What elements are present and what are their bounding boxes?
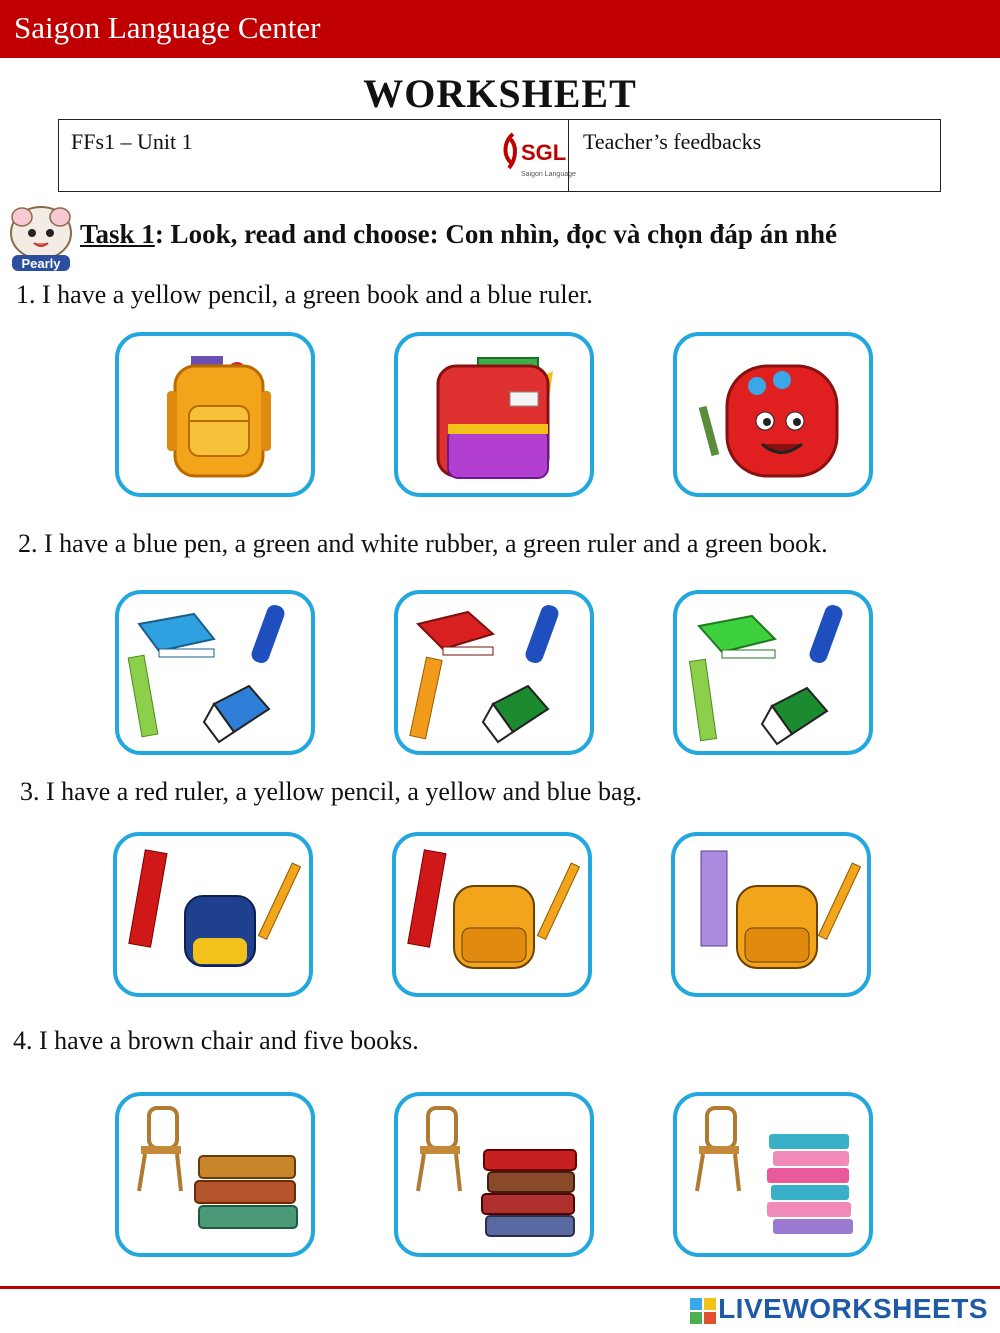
- table-divider: [568, 120, 569, 191]
- q4-option-3[interactable]: [673, 1092, 873, 1257]
- q2-option-2[interactable]: [394, 590, 594, 755]
- info-table: [58, 119, 941, 192]
- sgl-logo: [499, 124, 576, 184]
- chair-pink-books-icon: [677, 1096, 869, 1253]
- task-label: Task 1: [80, 219, 155, 249]
- q2-option-1[interactable]: [115, 590, 315, 755]
- red-book-orange-ruler-icon: [398, 594, 590, 751]
- question-4-text: 4. I have a brown chair and five books.: [13, 1026, 419, 1055]
- q3-option-1[interactable]: [113, 832, 313, 997]
- footer-line: [0, 1286, 1000, 1289]
- red-ruler-orange-bag-icon: [396, 836, 588, 993]
- blue-book-blue-ruler-icon: [119, 594, 311, 751]
- pearly-mascot-icon: [4, 203, 78, 273]
- q1-option-3[interactable]: [673, 332, 873, 497]
- question-3-text: 3. I have a red ruler, a yellow pencil, a yellow and blue bag.: [20, 777, 642, 806]
- purple-ruler-orange-bag-icon: [675, 836, 867, 993]
- question-2-text: 2. I have a blue pen, a green and white rubber, a green ruler and a green book.: [18, 529, 828, 558]
- green-book-green-ruler-icon: [677, 594, 869, 751]
- task-instruction: : Look, read and choose: Con nhìn, đọc và chọn đáp án nhé: [154, 219, 837, 249]
- orange-backpack-icon: [119, 336, 311, 493]
- sgl-logo-subtext: Saigon Language: [521, 171, 576, 178]
- red-cartoon-backpack-icon: [677, 336, 869, 493]
- q1-option-2[interactable]: [394, 332, 594, 497]
- mascot-name: Pearly: [21, 256, 61, 271]
- sgl-logo-text: SGL: [521, 140, 567, 165]
- worksheet-title: WORKSHEET: [363, 71, 637, 116]
- red-ruler-blue-bag-icon: [117, 836, 309, 993]
- chair-red-books-icon: [398, 1096, 590, 1253]
- q4-option-1[interactable]: [115, 1092, 315, 1257]
- teacher-feedback-label: Teacher’s feedbacks: [583, 129, 762, 154]
- liveworksheets-brand: LIVEWORKSHEETS: [718, 1293, 988, 1324]
- question-1-text: 1. I have a yellow pencil, a green book and a blue ruler.: [16, 280, 593, 309]
- task-heading: [80, 219, 837, 250]
- q3-option-3[interactable]: [671, 832, 871, 997]
- center-name: Saigon Language Center: [14, 10, 321, 45]
- chair-brown-books-icon: [119, 1096, 311, 1253]
- q2-option-3[interactable]: [673, 590, 873, 755]
- q1-option-1[interactable]: [115, 332, 315, 497]
- q4-option-2[interactable]: [394, 1092, 594, 1257]
- header-bar: [0, 0, 1000, 58]
- liveworksheets-logo-icon: [690, 1298, 716, 1324]
- q3-option-2[interactable]: [392, 832, 592, 997]
- red-purple-backpack-icon: [398, 336, 590, 493]
- unit-label: FFs1 – Unit 1: [71, 129, 193, 154]
